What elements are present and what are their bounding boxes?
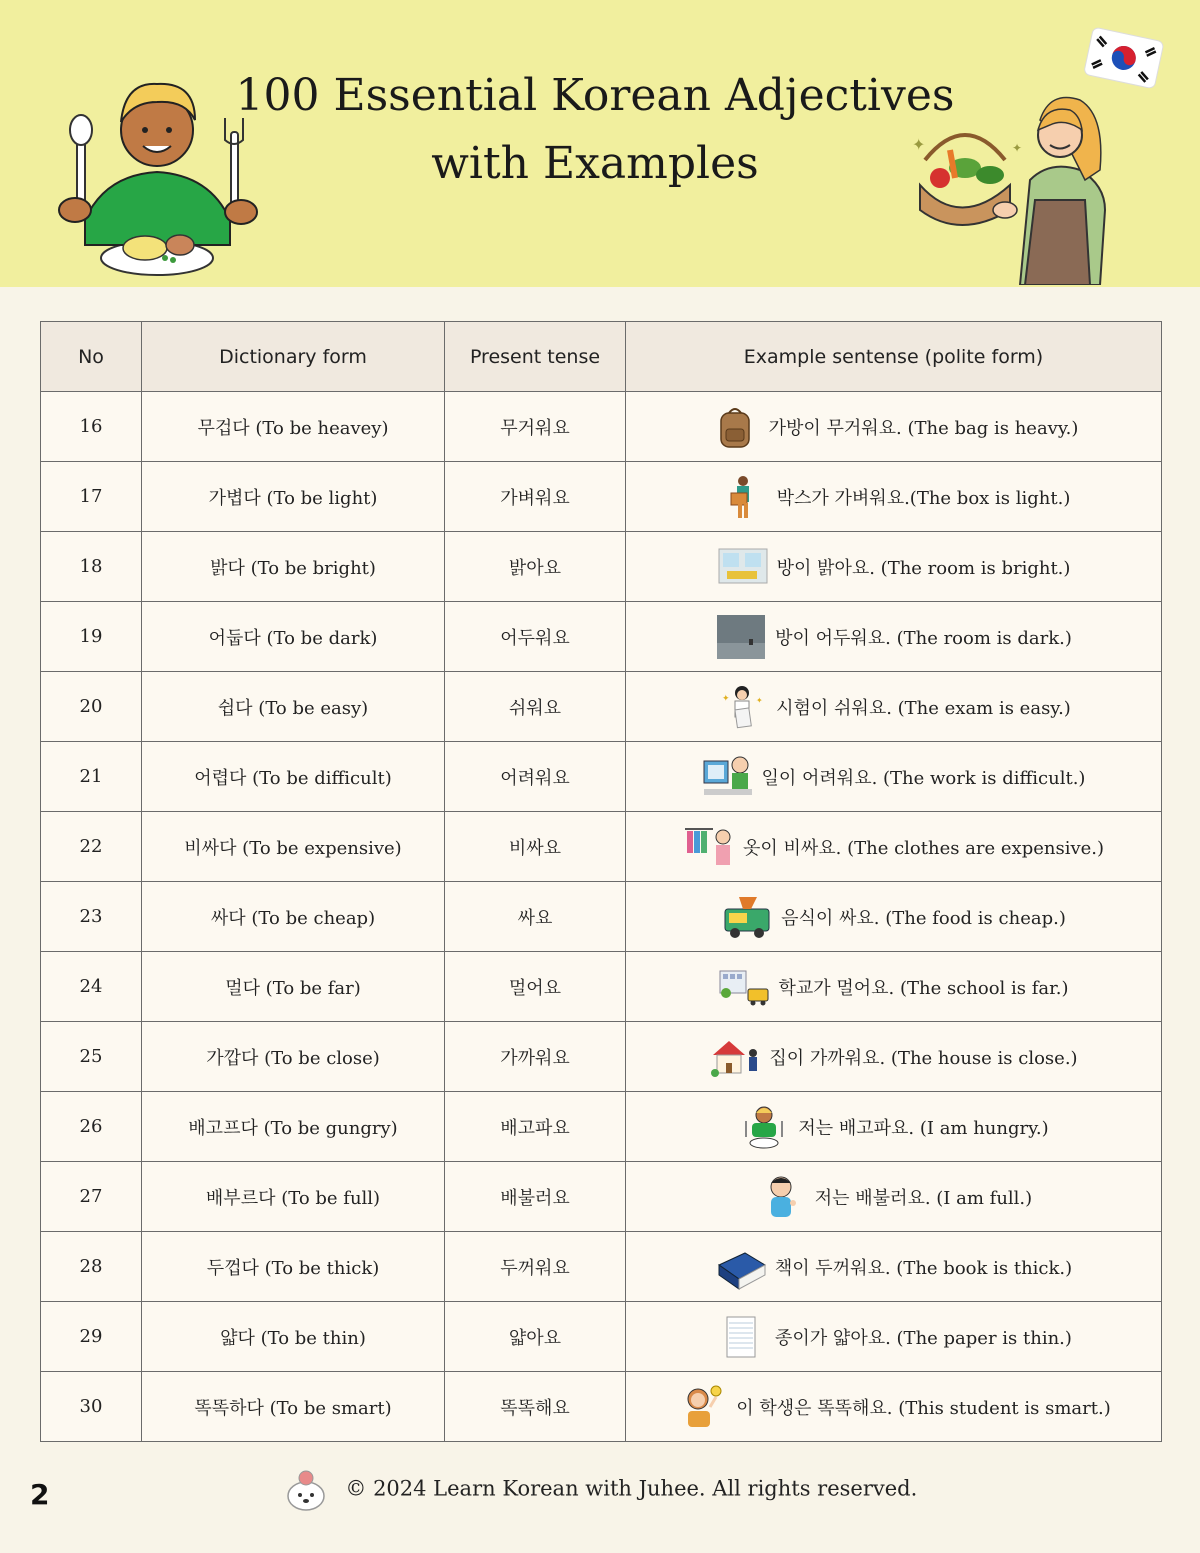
backpack-icon <box>709 403 761 451</box>
example-content <box>626 1383 1161 1431</box>
school-bus-icon <box>718 963 770 1011</box>
person-carrying-box-icon <box>717 473 769 521</box>
column-header-no: No <box>41 322 142 392</box>
example-sentence: 시험이 쉬워요. (The exam is easy.) <box>776 697 1071 719</box>
cell-dictionary-form: 밝다 (To be bright) <box>142 532 445 602</box>
cell-present-tense: 무거워요 <box>445 392 626 462</box>
table-row <box>41 532 1162 602</box>
korean-flag-icon <box>1082 26 1166 88</box>
cell-dictionary-form: 비싸다 (To be expensive) <box>142 812 445 882</box>
cell-dictionary-form: 싸다 (To be cheap) <box>142 882 445 952</box>
cell-present-tense: 어두워요 <box>445 602 626 672</box>
example-sentence: 일이 어려워요. (The work is difficult.) <box>761 767 1086 789</box>
page-header <box>0 0 1200 287</box>
cell-present-tense: 가까워요 <box>445 1022 626 1092</box>
cell-dictionary-form: 멀다 (To be far) <box>142 952 445 1022</box>
table-row <box>41 672 1162 742</box>
cell-example <box>626 812 1162 882</box>
example-content <box>626 1313 1161 1361</box>
example-content <box>626 823 1161 871</box>
cell-present-tense: 똑똑해요 <box>445 1372 626 1442</box>
cell-dictionary-form: 가볍다 (To be light) <box>142 462 445 532</box>
example-sentence: 저는 배고파요. (I am hungry.) <box>798 1117 1049 1139</box>
cell-dictionary-form: 어둡다 (To be dark) <box>142 602 445 672</box>
cell-no: 22 <box>41 812 142 882</box>
cell-present-tense: 배고파요 <box>445 1092 626 1162</box>
mascot-icon <box>283 1468 329 1512</box>
column-header-present-tense: Present tense <box>445 322 626 392</box>
example-sentence: 방이 어두워요. (The room is dark.) <box>775 627 1072 649</box>
copyright-text: © 2024 Learn Korean with Juhee. All rights reserved. <box>345 1476 918 1501</box>
example-sentence: 가방이 무거워요. (The bag is heavy.) <box>768 417 1079 439</box>
cell-no: 16 <box>41 392 142 462</box>
cell-no: 18 <box>41 532 142 602</box>
example-content <box>626 403 1161 451</box>
example-sentence: 이 학생은 똑똑해요. (This student is smart.) <box>736 1397 1111 1419</box>
cell-no: 30 <box>41 1372 142 1442</box>
example-content <box>626 1173 1161 1221</box>
cell-dictionary-form: 무겁다 (To be heavey) <box>142 392 445 462</box>
cell-dictionary-form: 배고프다 (To be gungry) <box>142 1092 445 1162</box>
student-exam-icon <box>716 683 768 731</box>
food-truck-icon <box>721 893 773 941</box>
example-content <box>626 753 1161 801</box>
table-row <box>41 462 1162 532</box>
cell-present-tense: 밝아요 <box>445 532 626 602</box>
footer <box>0 1468 1200 1508</box>
cell-no: 20 <box>41 672 142 742</box>
table-row <box>41 1022 1162 1092</box>
cell-no: 25 <box>41 1022 142 1092</box>
cell-dictionary-form: 배부르다 (To be full) <box>142 1162 445 1232</box>
example-sentence: 학교가 멀어요. (The school is far.) <box>778 977 1069 999</box>
page-title <box>230 62 960 198</box>
example-sentence: 종이가 얇아요. (The paper is thin.) <box>775 1327 1072 1349</box>
example-content <box>626 473 1161 521</box>
cell-example <box>626 1022 1162 1092</box>
vocabulary-table <box>40 321 1162 1442</box>
bright-room-icon <box>717 543 769 591</box>
table-row <box>41 602 1162 672</box>
cell-no: 26 <box>41 1092 142 1162</box>
cell-example <box>626 1372 1162 1442</box>
woman-with-basket-illustration <box>900 90 1120 285</box>
table-row <box>41 1162 1162 1232</box>
cell-dictionary-form: 쉽다 (To be easy) <box>142 672 445 742</box>
cell-present-tense: 배불러요 <box>445 1162 626 1232</box>
example-sentence: 집이 가까워요. (The house is close.) <box>769 1047 1078 1069</box>
cell-example <box>626 882 1162 952</box>
table-row <box>41 952 1162 1022</box>
cell-no: 23 <box>41 882 142 952</box>
example-content <box>626 683 1161 731</box>
example-content <box>626 893 1161 941</box>
cell-present-tense: 멀어요 <box>445 952 626 1022</box>
example-sentence: 음식이 싸요. (The food is cheap.) <box>781 907 1066 929</box>
cell-example <box>626 392 1162 462</box>
cell-dictionary-form: 얇다 (To be thin) <box>142 1302 445 1372</box>
cell-example <box>626 1302 1162 1372</box>
cell-present-tense: 두꺼워요 <box>445 1232 626 1302</box>
example-sentence: 책이 두꺼워요. (The book is thick.) <box>774 1257 1073 1279</box>
cell-dictionary-form: 두껍다 (To be thick) <box>142 1232 445 1302</box>
cell-present-tense: 쉬워요 <box>445 672 626 742</box>
cell-example <box>626 1232 1162 1302</box>
example-content <box>626 963 1161 1011</box>
cell-example <box>626 602 1162 672</box>
page-number: 2 <box>30 1478 50 1511</box>
paper-sheet-icon <box>715 1313 767 1361</box>
cell-no: 21 <box>41 742 142 812</box>
table-row <box>41 742 1162 812</box>
cell-dictionary-form: 어렵다 (To be difficult) <box>142 742 445 812</box>
example-content <box>626 613 1161 661</box>
table-header-row <box>41 322 1162 392</box>
column-header-dictionary-form: Dictionary form <box>142 322 445 392</box>
table-row <box>41 1092 1162 1162</box>
example-sentence: 저는 배불러요. (I am full.) <box>814 1187 1033 1209</box>
smart-student-icon <box>676 1383 728 1431</box>
cell-present-tense: 가벼워요 <box>445 462 626 532</box>
house-walker-icon <box>709 1033 761 1081</box>
table-row <box>41 882 1162 952</box>
cell-present-tense: 싸요 <box>445 882 626 952</box>
cell-example <box>626 532 1162 602</box>
clothes-rack-icon <box>683 823 735 871</box>
table-row <box>41 392 1162 462</box>
cell-example <box>626 462 1162 532</box>
example-content <box>626 543 1161 591</box>
cell-example <box>626 952 1162 1022</box>
example-content <box>626 1243 1161 1291</box>
table-body <box>41 392 1162 1442</box>
example-sentence: 방이 밝아요. (The room is bright.) <box>776 557 1071 579</box>
cell-present-tense: 비싸요 <box>445 812 626 882</box>
cell-no: 27 <box>41 1162 142 1232</box>
title-line-2: with Examples <box>431 138 759 189</box>
thick-book-icon <box>715 1243 767 1291</box>
table-row <box>41 1372 1162 1442</box>
svg-text:✦: ✦ <box>912 135 926 154</box>
cell-example <box>626 742 1162 812</box>
example-sentence: 옷이 비싸요. (The clothes are expensive.) <box>742 837 1105 859</box>
full-boy-icon <box>755 1173 807 1221</box>
cell-no: 28 <box>41 1232 142 1302</box>
table-row <box>41 1302 1162 1372</box>
svg-text:✦: ✦ <box>1012 141 1023 155</box>
example-content <box>626 1103 1161 1151</box>
hungry-boy-icon <box>738 1103 790 1151</box>
table-row <box>41 1232 1162 1302</box>
cell-no: 24 <box>41 952 142 1022</box>
cell-example <box>626 1162 1162 1232</box>
cell-dictionary-form: 똑똑하다 (To be smart) <box>142 1372 445 1442</box>
column-header-example-sentence: Example sentense (polite form) <box>626 322 1162 392</box>
svg-text:✦: ✦ <box>756 695 763 705</box>
office-worker-icon <box>702 753 754 801</box>
cell-dictionary-form: 가깝다 (To be close) <box>142 1022 445 1092</box>
example-sentence: 박스가 가벼워요.(The box is light.) <box>776 487 1071 509</box>
cell-no: 17 <box>41 462 142 532</box>
cell-example <box>626 672 1162 742</box>
table-row <box>41 812 1162 882</box>
svg-text:✦: ✦ <box>722 693 730 704</box>
dark-room-icon <box>715 613 767 661</box>
cell-present-tense: 얇아요 <box>445 1302 626 1372</box>
cell-no: 19 <box>41 602 142 672</box>
example-content <box>626 1033 1161 1081</box>
cell-example <box>626 1092 1162 1162</box>
title-line-1: 100 Essential Korean Adjectives <box>235 70 955 121</box>
cell-present-tense: 어려워요 <box>445 742 626 812</box>
cell-no: 29 <box>41 1302 142 1372</box>
